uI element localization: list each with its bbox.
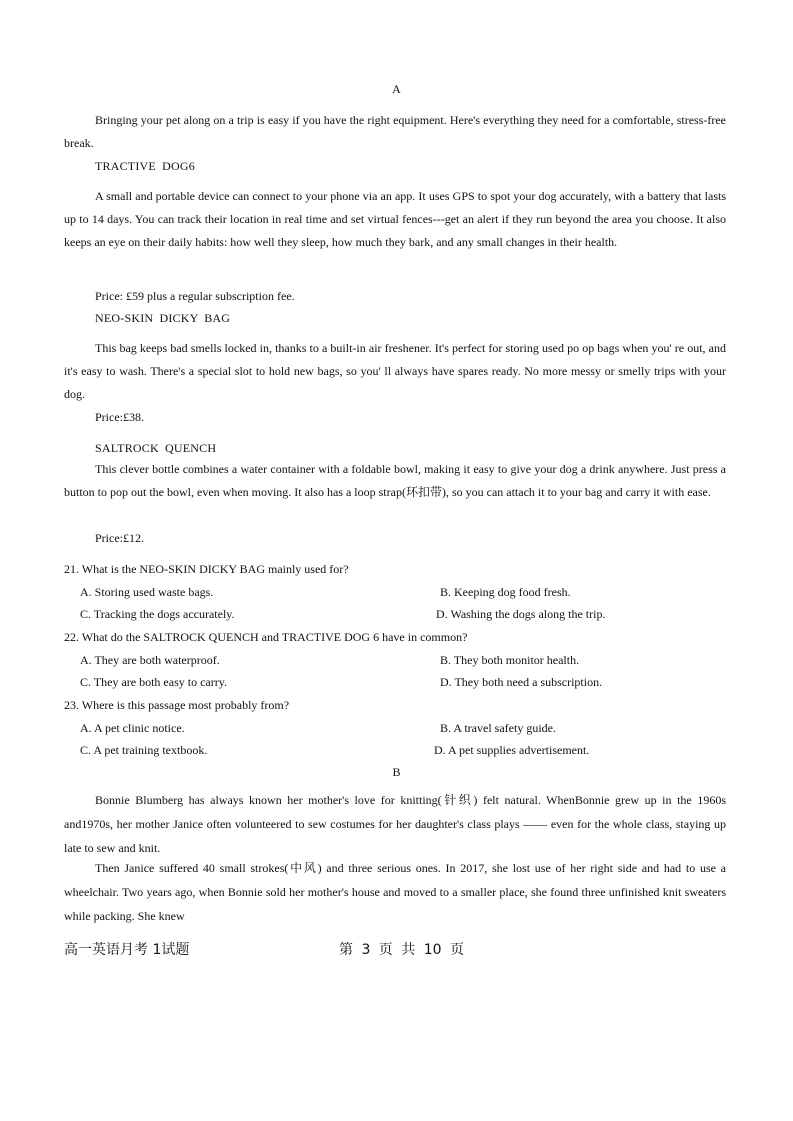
question-23: 23. Where is this passage most probably from?	[64, 698, 290, 712]
question-22-option-c: C. They are both easy to carry.	[80, 675, 227, 689]
product-name-neo-skin: NEO-SKIN DICKY BAG	[95, 311, 231, 325]
product-name-tractive: TRACTIVE DOG6	[95, 159, 195, 173]
question-23-option-d: D. A pet supplies advertisement.	[434, 743, 590, 757]
question-21: 21. What is the NEO-SKIN DICKY BAG mainly used for?	[64, 562, 349, 576]
product-price-saltrock: Price:£12.	[95, 531, 144, 545]
question-23-option-a: A. A pet clinic notice.	[80, 721, 185, 735]
product-description-saltrock: This clever bottle combines a water container with a foldable bowl, making it easy to give your dog a drink anywhere. Just press a button to pop out the bowl, even when moving. It also has a loop strap(环扣带), so you can attach it to your bag and carry it with ease.	[64, 462, 726, 499]
product-price-tractive: Price: £59 plus a regular subscription fee.	[95, 289, 295, 303]
product-description-tractive: A small and portable device can connect to your phone via an app. It uses GPS to spot your dog accurately, with a battery that lasts up to 14 days. You can track their location in real time and set virtual fences---get an alert if they run beyond the area you choose. It also keeps an eye on their daily habits: how well they sleep, how much they bark, and any small changes in their health.	[64, 189, 726, 249]
footer-page-info: 第 3 页 共 10 页	[339, 942, 464, 958]
product-description-neo-skin: This bag keeps bad smells locked in, thanks to a built-in air freshener. It's perfect for storing used po op bags when you' re out, and it's easy to wash. There's a special slot to hold new bags, so you' ll always have spares ready. No more messy or smelly trips with your dog.	[64, 341, 726, 401]
section-b-label: B	[392, 765, 401, 779]
question-23-option-b: B. A travel safety guide.	[440, 721, 556, 735]
intro-paragraph: Bringing your pet along on a trip is easy if you have the right equipment. Here's everything they need for a comfortable, stress-free break.	[64, 113, 726, 150]
question-22-option-d: D. They both need a subscription.	[440, 675, 603, 689]
question-21-option-a: A. Storing used waste bags.	[80, 585, 214, 599]
product-price-neo-skin: Price:£38.	[95, 410, 144, 424]
product-name-saltrock: SALTROCK QUENCH	[95, 441, 217, 455]
passage-b-paragraph-1: Bonnie Blumberg has always known her mother's love for knitting(针织) felt natural. WhenBonnie grew up in the 1960s and1970s, her mother Janice often volunteered to sew costumes for her daughter's class plays —— even for the whole class, staying up late to sew and knit.	[64, 793, 726, 855]
section-a-label: A	[392, 82, 401, 96]
question-22-option-b: B. They both monitor health.	[440, 653, 580, 667]
passage-b-paragraph-2: Then Janice suffered 40 small strokes(中风) and three serious ones. In 2017, she lost use of her right side and had to use a wheelchair. Two years ago, when Bonnie sold her mother's house and moved to a smaller place, she found three unfinished knit sweaters while packing. She knew	[64, 861, 726, 923]
question-23-option-c: C. A pet training textbook.	[80, 743, 208, 757]
question-22-option-a: A. They are both waterproof.	[80, 653, 220, 667]
question-21-option-d: D. Washing the dogs along the trip.	[436, 607, 606, 621]
question-22: 22. What do the SALTROCK QUENCH and TRACTIVE DOG 6 have in common?	[64, 630, 468, 644]
question-21-option-b: B. Keeping dog food fresh.	[440, 585, 571, 599]
footer-exam-title: 高一英语月考 1试题	[64, 942, 190, 958]
question-21-option-c: C. Tracking the dogs accurately.	[80, 607, 235, 621]
